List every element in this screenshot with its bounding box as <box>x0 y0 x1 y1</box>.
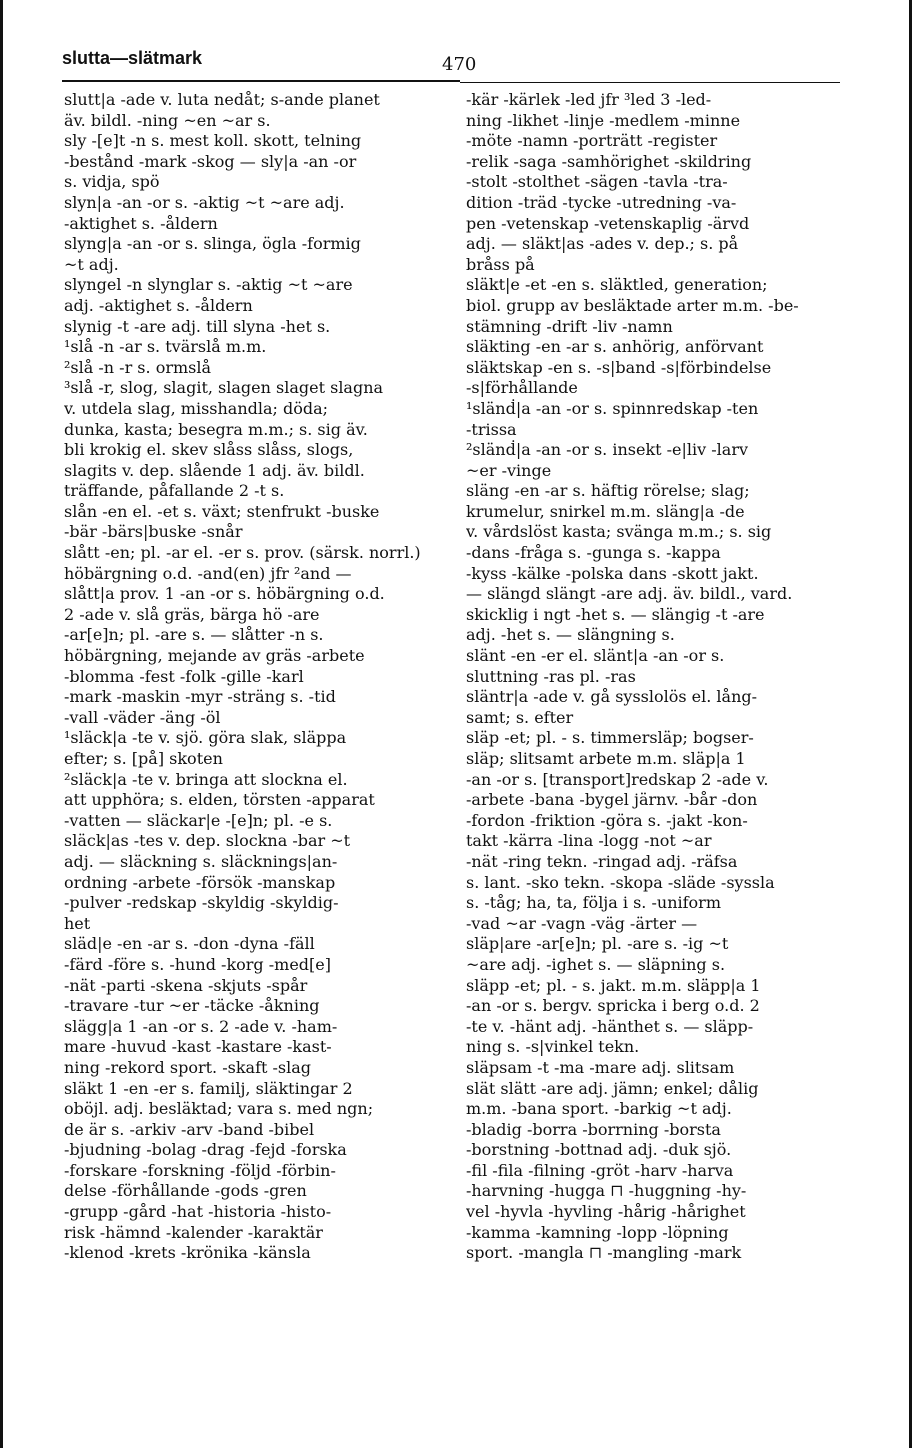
dictionary-line: -fordon -friktion -göra s. -jakt -kon- <box>466 810 748 830</box>
dictionary-line: -relik -saga -samhörighet -skildring <box>466 151 752 171</box>
dictionary-line: släd|e -en -ar s. -don -dyna -fäll <box>64 934 315 954</box>
running-head: slutta—slätmark <box>62 48 203 68</box>
right-column <box>466 90 842 1400</box>
dictionary-line: -ar[e]n; pl. -are s. — slåtter -n s. <box>64 625 324 645</box>
dictionary-line: -grupp -gård -hat -historia -histo- <box>64 1202 332 1222</box>
dictionary-line: -s|förhållande <box>466 378 578 398</box>
dictionary-line: slått -en; pl. -ar el. -er s. prov. (särsk. norrl.) <box>64 543 421 563</box>
dictionary-line: adj. -het s. — slängning s. <box>466 625 675 645</box>
dictionary-line: -stolt -stolthet -sägen -tavla -tra- <box>466 172 728 192</box>
dictionary-line: att upphöra; s. elden, törsten -apparat <box>64 790 375 810</box>
dictionary-line: -bestånd -mark -skog — sly|a -an -or <box>64 151 357 171</box>
dictionary-line: -fil -fila -filning -gröt -harv -harva <box>466 1160 734 1180</box>
dictionary-line: höbärgning, mejande av gräs -arbete <box>64 646 365 666</box>
dictionary-line: höbärgning o.d. -and(en) jfr ²and — <box>64 563 352 583</box>
dictionary-line: -an -or s. bergv. spricka i berg o.d. 2 <box>466 996 760 1016</box>
dictionary-line: släktskap -en s. -s|band -s|förbindelse <box>466 357 772 377</box>
dictionary-line: -forskare -forskning -följd -förbin- <box>64 1160 336 1180</box>
dictionary-line: -nät -parti -skena -skjuts -spår <box>64 975 308 995</box>
dictionary-line: m.m. -bana sport. -barkig ~t adj. <box>466 1099 732 1119</box>
dictionary-line: släkting -en -ar s. anhörig, anförvant <box>466 337 764 357</box>
dictionary-line: -färd -före s. -hund -korg -med[e] <box>64 954 331 974</box>
dictionary-line: -vatten — släckar|e -[e]n; pl. -e s. <box>64 810 333 830</box>
dictionary-line: -mark -maskin -myr -sträng s. -tid <box>64 687 336 707</box>
page-header <box>62 44 858 84</box>
dictionary-line: träffande, påfallande 2 -t s. <box>64 481 285 501</box>
dictionary-line: ²släck|a -te v. bringa att slockna el. <box>64 769 348 789</box>
dictionary-line: v. vårdslöst kasta; svänga m.m.; s. sig <box>466 522 772 542</box>
dictionary-line: skicklig i ngt -het s. — slängig -t -are <box>466 604 765 624</box>
dictionary-line: dunka, kasta; besegra m.m.; s. sig äv. <box>64 419 368 439</box>
dictionary-line: s. -tåg; ha, ta, följa i s. -uniform <box>466 893 721 913</box>
dictionary-line: släp; slitsamt arbete m.m. släp|a 1 <box>466 749 746 768</box>
dictionary-line: ¹slå -n -ar s. tvärslå m.m. <box>64 337 267 357</box>
dictionary-line: stämning -drift -liv -namn <box>466 316 673 336</box>
dictionary-line: ¹släck|a -te v. sjö. göra slak, släppa <box>64 728 347 748</box>
dictionary-line: sly -[e]t -n s. mest koll. skott, telning <box>64 131 362 151</box>
dictionary-line: bråss på <box>466 254 535 274</box>
dictionary-line: -möte -namn -porträtt -register <box>466 131 718 151</box>
dictionary-line: 2 -ade v. slå gräs, bärga hö -are <box>64 604 320 624</box>
dictionary-line: delse -förhållande -gods -gren <box>64 1181 307 1201</box>
dictionary-line: ning -rekord sport. -skaft -slag <box>64 1057 312 1077</box>
dictionary-line: slån -en el. -et s. växt; stenfrukt -buske <box>64 501 380 521</box>
dictionary-line: -arbete -bana -bygel järnv. -bår -don <box>466 790 758 810</box>
dictionary-line: släpp -et; pl. - s. jakt. m.m. släpp|a 1 <box>466 975 761 995</box>
dictionary-line: ³slå -r, slog, slagit, slagen slaget slagna <box>64 378 384 398</box>
dictionary-line: -aktighet s. -åldern <box>64 213 218 233</box>
dictionary-line: slyn|a -an -or s. -aktig ~t ~are adj. <box>64 192 345 212</box>
dictionary-line: släpsam -t -ma -mare adj. slitsam <box>466 1057 735 1077</box>
dictionary-line: pen -vetenskap -vetenskaplig -ärvd <box>466 213 750 233</box>
dictionary-line: -harvning -hugga ⊓ -huggning -hy- <box>466 1181 747 1201</box>
dictionary-line: slutt|a -ade v. luta nedåt; s-ande planet <box>64 90 380 109</box>
dictionary-line: slagits v. dep. slående 1 adj. äv. bildl. <box>64 460 365 480</box>
dictionary-line: släng -en -ar s. häftig rörelse; slag; <box>466 481 750 501</box>
dictionary-line: -bär -bärs|buske -snår <box>64 522 243 542</box>
dictionary-line: — slängd slängt -are adj. äv. bildl., vard. <box>466 584 793 604</box>
dictionary-line: adj. -aktighet s. -åldern <box>64 295 253 315</box>
dictionary-line: efter; s. [på] skoten <box>64 749 223 768</box>
page-number: 470 <box>442 54 477 75</box>
dictionary-line: vel -hyvla -hyvling -hårig -hårighet <box>466 1202 746 1222</box>
header-rule-right <box>460 82 840 83</box>
dictionary-line: -trissa <box>466 419 517 439</box>
dictionary-line: adj. — släkt|as -ades v. dep.; s. på <box>466 234 739 254</box>
dictionary-line: s. vidja, spö <box>64 172 160 192</box>
dictionary-line: ning -likhet -linje -medlem -minne <box>466 110 741 130</box>
dictionary-line: bli krokig el. skev slåss slåss, slogs, <box>64 440 354 460</box>
dictionary-line: slyngel -n slynglar s. -aktig ~t ~are <box>64 275 353 295</box>
dictionary-line: krumelur, snirkel m.m. släng|a -de <box>466 501 745 521</box>
dictionary-line: -vall -väder -äng -öl <box>64 707 221 727</box>
dictionary-line: -dans -fråga s. -gunga s. -kappa <box>466 543 721 563</box>
dictionary-line: släkt|e -et -en s. släktled, generation; <box>466 275 768 295</box>
dictionary-line: slynig -t -are adj. till slyna -het s. <box>64 316 331 336</box>
dictionary-line: ~er -vinge <box>466 460 552 480</box>
dictionary-line: -kyss -kälke -polska dans -skott jakt. <box>466 563 759 583</box>
dictionary-line: ¹slänḋ|a -an -or s. spinnredskap -ten <box>466 398 759 418</box>
dictionary-line: oböjl. adj. besläktad; vara s. med ngn; <box>64 1099 374 1119</box>
dictionary-line: takt -kärra -lina -logg -not ~ar <box>466 831 712 851</box>
dictionary-line: mare -huvud -kast -kastare -kast- <box>64 1037 332 1057</box>
dictionary-line: s. lant. -sko tekn. -skopa -släde -syssla <box>466 872 775 892</box>
dictionary-line: slät slätt -are adj. jämn; enkel; dålig <box>466 1078 759 1098</box>
dictionary-line: adj. — släckning s. släcknings|an- <box>64 851 338 871</box>
dictionary-line: slått|a prov. 1 -an -or s. höbärgning o.d. <box>64 584 385 604</box>
dictionary-line: -kär -kärlek -led jfr ³led 3 -led- <box>466 90 712 109</box>
dictionary-line: sport. -mangla ⊓ -mangling -mark <box>466 1243 742 1263</box>
dictionary-line: -pulver -redskap -skyldig -skyldig- <box>64 893 339 913</box>
dictionary-line: -vad ~ar -vagn -väg -ärter — <box>466 913 698 933</box>
dictionary-line: släkt 1 -en -er s. familj, släktingar 2 <box>64 1078 353 1098</box>
dictionary-line: -te v. -hänt adj. -hänthet s. — släpp- <box>466 1016 754 1036</box>
dictionary-line: släntr|a -ade v. gå sysslolös el. lång- <box>466 687 758 707</box>
dictionary-line: ~t adj. <box>64 254 119 274</box>
dictionary-line: de är s. -arkiv -arv -band -bibel <box>64 1119 315 1139</box>
dictionary-line: -travare -tur ~er -täcke -åkning <box>64 996 320 1016</box>
scan-border-left <box>0 0 3 1448</box>
dictionary-line: -borstning -bottnad adj. -duk sjö. <box>466 1140 732 1160</box>
dictionary-line: -an -or s. [transport]redskap 2 -ade v. <box>466 769 769 789</box>
dictionary-line: ~are adj. -ighet s. — släpning s. <box>466 954 726 974</box>
dictionary-line: -blomma -fest -folk -gille -karl <box>64 666 304 686</box>
dictionary-line: -bladig -borra -borrning -borsta <box>466 1119 721 1139</box>
dictionary-line: v. utdela slag, misshandla; döda; <box>64 398 329 418</box>
dictionary-line: slägg|a 1 -an -or s. 2 -ade v. -ham- <box>64 1016 338 1036</box>
dictionary-line: slänt -en -er el. slänt|a -an -or s. <box>466 646 725 666</box>
dictionary-line: släp -et; pl. - s. timmersläp; bogser- <box>466 728 754 748</box>
dictionary-line: -bjudning -bolag -drag -fejd -forska <box>64 1140 347 1160</box>
dictionary-line: ordning -arbete -försök -manskap <box>64 872 336 892</box>
dictionary-line: biol. grupp av besläktade arter m.m. -be- <box>466 295 799 315</box>
dictionary-line: ²slå -n -r s. ormslå <box>64 357 212 377</box>
dictionary-line: -nät -ring tekn. -ringad adj. -räfsa <box>466 851 738 871</box>
dictionary-line: ning s. -s|vinkel tekn. <box>466 1037 640 1057</box>
header-rule-left <box>62 80 460 82</box>
dictionary-line: het <box>64 913 91 933</box>
dictionary-line: släck|as -tes v. dep. slockna -bar ~t <box>64 831 351 851</box>
dictionary-line: slyng|a -an -or s. slinga, ögla -formig <box>64 234 361 254</box>
dictionary-line: risk -hämnd -kalender -karaktär <box>64 1222 323 1242</box>
left-column <box>64 90 440 1400</box>
dictionary-line: ²slänḋ|a -an -or s. insekt -e|liv -larv <box>466 440 749 460</box>
dictionary-line: -klenod -krets -krönika -känsla <box>64 1243 311 1263</box>
dictionary-line: dition -träd -tycke -utredning -va- <box>466 192 737 212</box>
dictionary-line: äv. bildl. -ning ~en ~ar s. <box>64 110 271 130</box>
dictionary-line: -kamma -kamning -lopp -löpning <box>466 1222 729 1242</box>
dictionary-line: samt; s. efter <box>466 707 574 727</box>
dictionary-line: släp|are -ar[e]n; pl. -are s. -ig ~t <box>466 934 729 954</box>
dictionary-line: sluttning -ras pl. -ras <box>466 666 636 686</box>
